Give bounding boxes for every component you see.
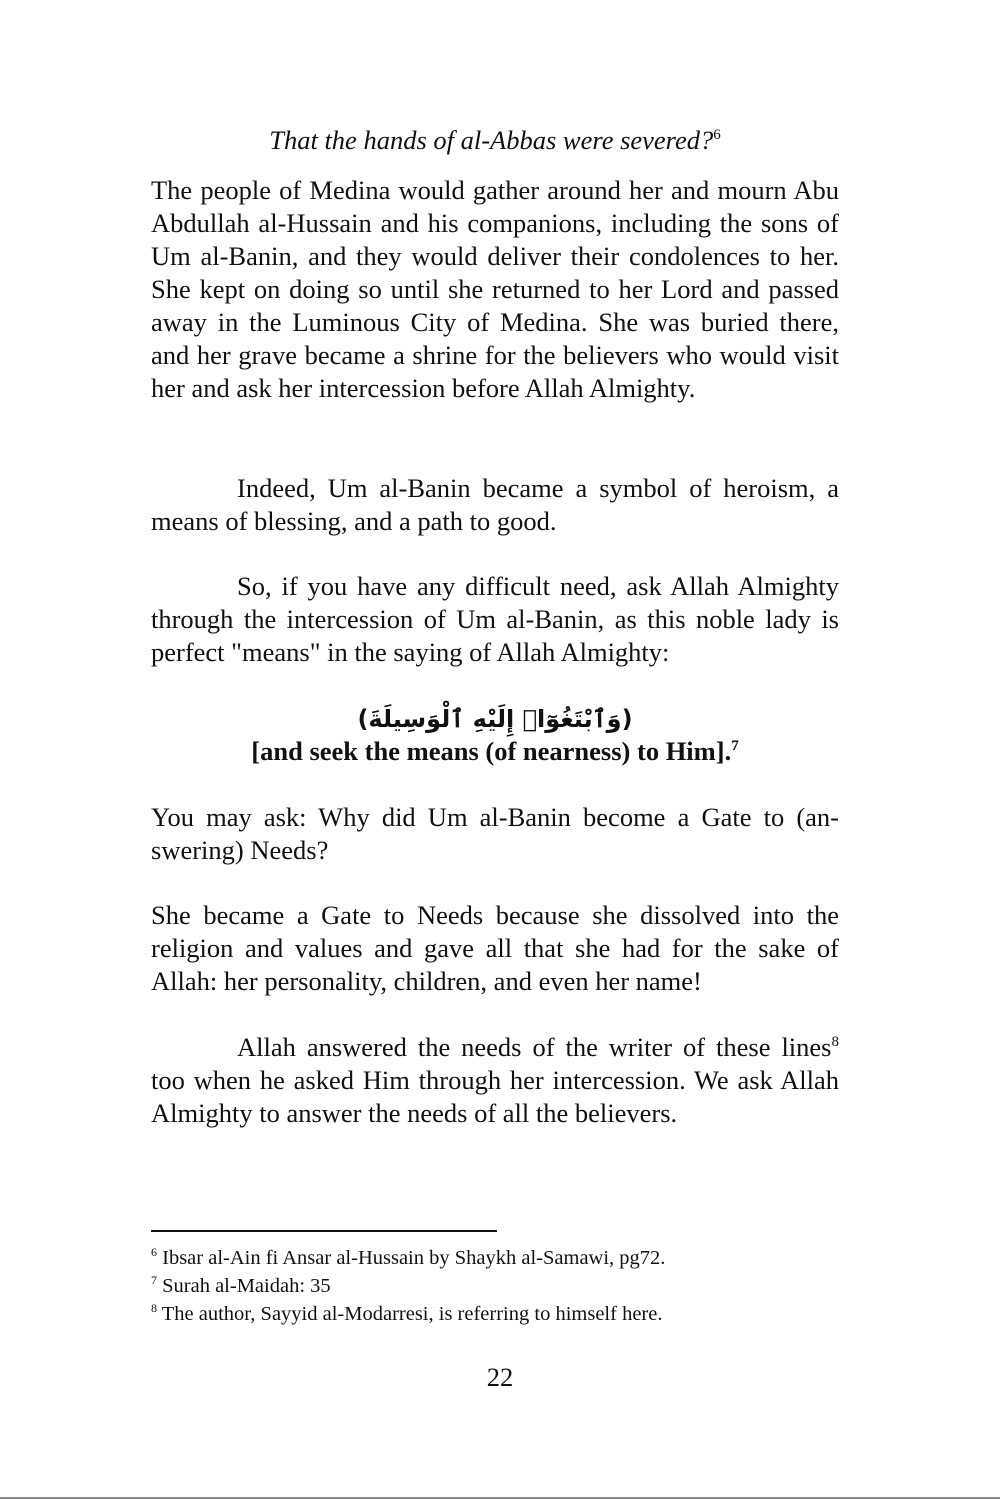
paragraph-1: The people of Medina would gather around her and mourn Abu Abdullah al-Hussain and his companions, including the sons of Um al-Banin, and they would deliver their condolences to her. She kept on doing so until she returned to her Lord and passed away in the Luminous City of Medina. She was buried there, and her grave became a shrine for the believers who would visit her and ask her intercession before Allah Almighty. [151,175,839,403]
footnote-divider [151,1230,497,1232]
paragraph-3: So, if you have any difficult need, ask Allah Almighty through the intercession of Um al-Banin, as this noble lady is perfect "means" in the saying of Allah Almighty: [151,571,839,667]
footnote-number: 8 [151,1301,157,1316]
footnote-ref-7: 7 [731,738,739,755]
footnote-text: Ibsar al-Ain fi Ansar al-Hussain by Shaykh al-Samawi, pg72. [162,1247,666,1269]
footnote-ref-6: 6 [713,127,721,144]
footnote-ref-8: 8 [831,1034,839,1051]
footnote-number: 6 [151,1245,157,1260]
paragraph-2: Indeed, Um al-Banin became a symbol of heroism, a means of blessing, and a path to good. [151,473,839,536]
arabic-verse-text: (وَٱبْتَغُوٓا۟ إِلَيْهِ ٱلْوَسِيلَةَ) [357,705,633,733]
footnote-8 [151,1300,839,1328]
poem-line-text: That the hands of al-Abbas were severed? [269,125,714,155]
footnote-7 [151,1272,839,1300]
page-number: 22 [486,1362,514,1392]
paragraph-5: She became a Gate to Needs because she dissolved into the religion and values and gave all that she had for the sake of Allah: her personality, children, and even her name! [151,900,839,996]
arabic-verse [151,702,839,736]
footnote-6 [151,1244,839,1272]
paragraph-4: You may ask: Why did Um al-Banin become a Gate to (answering) Needs? [151,802,839,865]
poem-line [151,124,839,157]
paragraph-6-rest: too when he asked Him through her intercession. We ask Allah Almighty to answer the needs of all the believers. [151,1065,839,1128]
footnote-number: 7 [151,1273,157,1288]
paragraph-6 [151,1031,839,1130]
footnote-text: Surah al-Maidah: 35 [162,1275,331,1297]
paragraph-6-main: Allah answered the needs of the writer of these lines [237,1032,832,1062]
footnotes [151,1244,839,1328]
verse-translation-text: [and seek the means (of nearness) to Him]. [251,736,732,766]
verse-translation [151,735,839,768]
footnote-text: The author, Sayyid al-Modarresi, is referring to himself here. [161,1303,663,1325]
